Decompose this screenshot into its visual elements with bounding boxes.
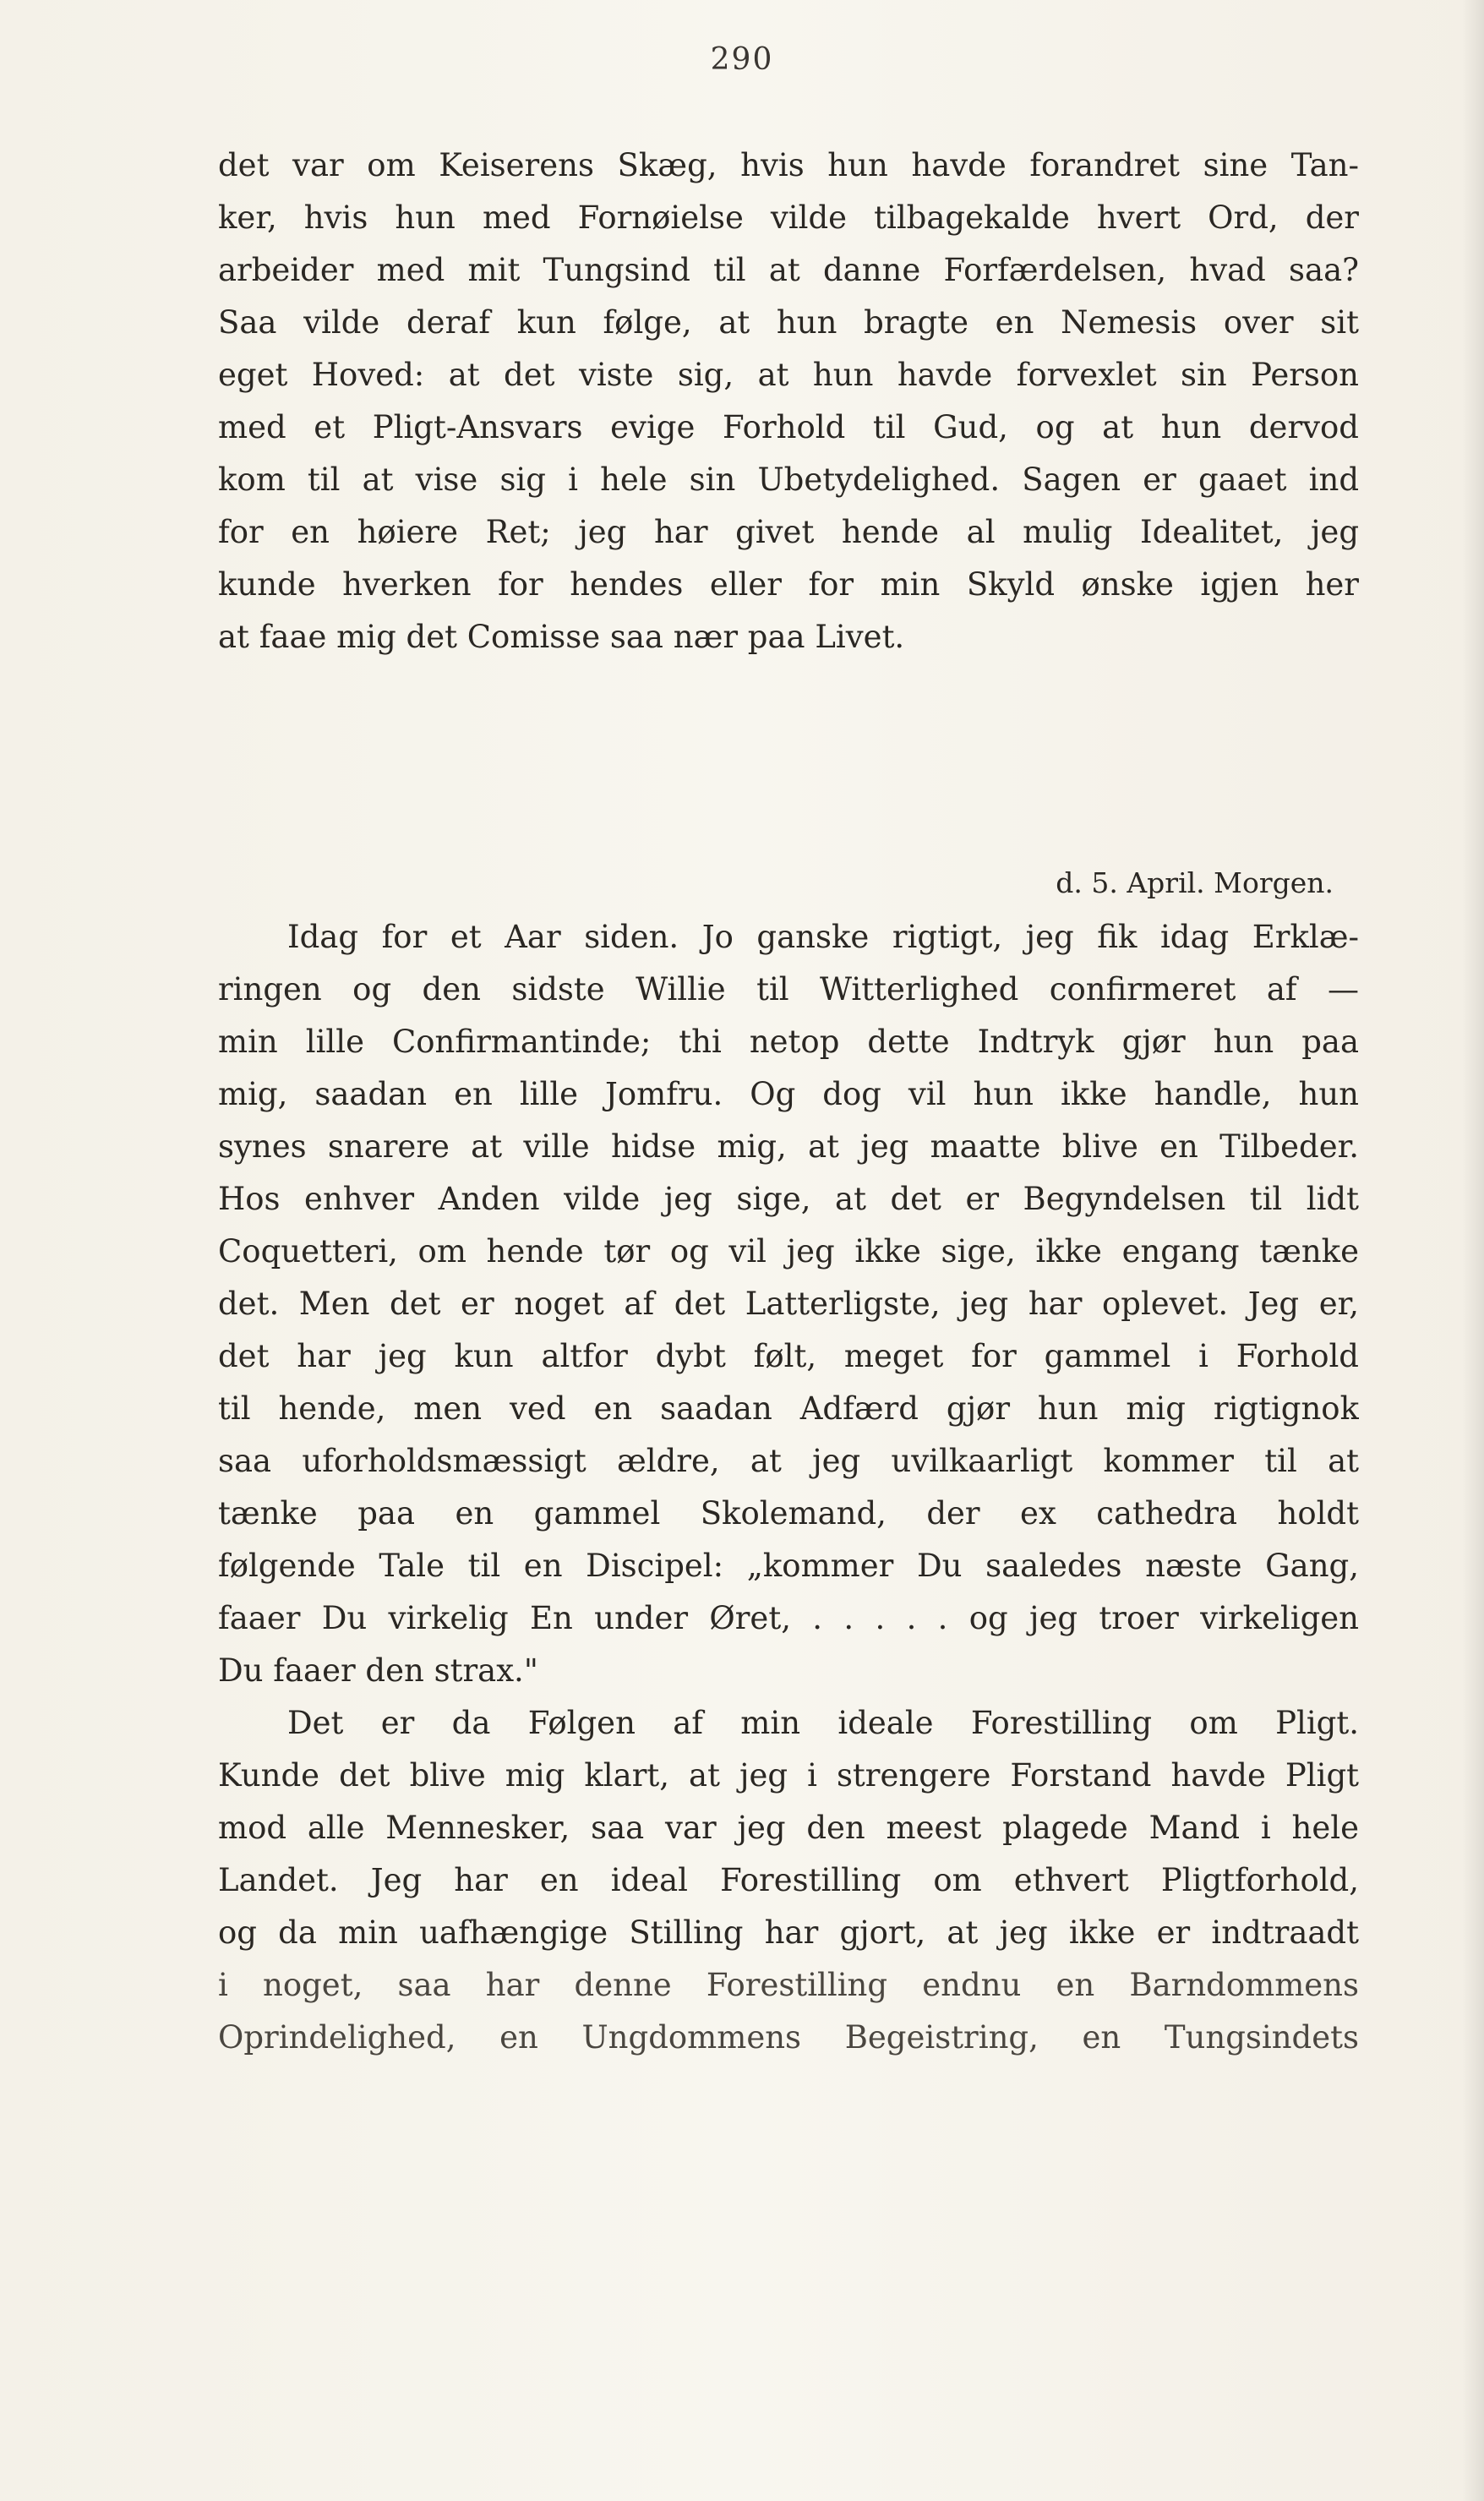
page-edge-shadow bbox=[1462, 0, 1484, 2501]
text-line: kunde hverken for hendes eller for min Skyld ønske igjen her bbox=[218, 566, 1359, 603]
text-line: det var om Keiserens Skæg, hvis hun havde forandret sine Tan- bbox=[218, 147, 1359, 183]
text-line: arbeider med mit Tungsind til at danne Forfærdelsen, hvad saa? bbox=[218, 252, 1359, 288]
text-line: ker, hvis hun med Fornøielse vilde tilbagekalde hvert Ord, der bbox=[218, 199, 1359, 236]
text-line: Oprindelighed, en Ungdommens Begeistring, en Tungsindets bbox=[218, 2019, 1359, 2056]
text-line: Landet. Jeg har en ideal Forestilling om ethvert Pligtforhold, bbox=[218, 1862, 1359, 1898]
text-line: det. Men det er noget af det Latterligste, jeg har oplevet. Jeg er, bbox=[218, 1286, 1359, 1322]
text-line: Hos enhver Anden vilde jeg sige, at det er Begyndelsen til lidt bbox=[218, 1181, 1359, 1217]
text-line: saa uforholdsmæssigt ældre, at jeg uvilkaarligt kommer til at bbox=[218, 1443, 1359, 1479]
text-line: Du faaer den strax." bbox=[218, 1652, 538, 1689]
text-line: mig, saadan en lille Jomfru. Og dog vil hun ikke handle, hun bbox=[218, 1076, 1359, 1112]
text-line: Det er da Følgen af min ideale Forestilling om Pligt. bbox=[287, 1705, 1359, 1741]
text-line: og da min uafhængige Stilling har gjort, at jeg ikke er indtraadt bbox=[218, 1914, 1359, 1951]
text-line: følgende Tale til en Discipel: „kommer Du saaledes næste Gang, bbox=[218, 1548, 1359, 1584]
text-line: mod alle Mennesker, saa var jeg den meest plagede Mand i hele bbox=[218, 1810, 1359, 1846]
text-line: ringen og den sidste Willie til Witterlighed confirmeret af — bbox=[218, 971, 1359, 1007]
text-line: Coquetteri, om hende tør og vil jeg ikke sige, ikke engang tænke bbox=[218, 1233, 1359, 1270]
page-number: 290 bbox=[710, 42, 774, 77]
text-line: Idag for et Aar siden. Jo ganske rigtigt, jeg fik idag Erklæ- bbox=[287, 919, 1359, 955]
text-line: Saa vilde deraf kun følge, at hun bragte en Nemesis over sit bbox=[218, 304, 1359, 341]
text-line: i noget, saa har denne Forestilling endnu en Barndommens bbox=[218, 1967, 1359, 2003]
text-line: for en høiere Ret; jeg har givet hende al mulig Idealitet, jeg bbox=[218, 514, 1359, 550]
text-line: med et Pligt-Ansvars evige Forhold til Gud, og at hun dervod bbox=[218, 409, 1359, 445]
text-line: synes snarere at ville hidse mig, at jeg maatte blive en Tilbeder. bbox=[218, 1128, 1359, 1165]
text-line: min lille Confirmantinde; thi netop dette Indtryk gjør hun paa bbox=[218, 1024, 1359, 1060]
text-line: eget Hoved: at det viste sig, at hun havde forvexlet sin Person bbox=[218, 357, 1359, 393]
text-line: til hende, men ved en saadan Adfærd gjør hun mig rigtignok bbox=[218, 1390, 1359, 1427]
paragraph-1 bbox=[218, 139, 1359, 663]
text-line: det har jeg kun altfor dybt følt, meget for gammel i Forhold bbox=[218, 1338, 1359, 1374]
paragraph-3 bbox=[218, 1697, 1359, 2064]
entry-dateline: d. 5. April. Morgen. bbox=[1056, 866, 1334, 899]
text-line: tænke paa en gammel Skolemand, der ex cathedra holdt bbox=[218, 1495, 1359, 1532]
text-line: Kunde det blive mig klart, at jeg i strengere Forstand havde Pligt bbox=[218, 1757, 1359, 1794]
text-line: faaer Du virkelig En under Øret, . . . . . og jeg troer virkeligen bbox=[218, 1600, 1359, 1636]
text-line: at faae mig det Comisse saa nær paa Livet. bbox=[218, 619, 905, 655]
text-line: kom til at vise sig i hele sin Ubetydelighed. Sagen er gaaet ind bbox=[218, 461, 1359, 498]
paragraph-2 bbox=[218, 911, 1359, 1697]
